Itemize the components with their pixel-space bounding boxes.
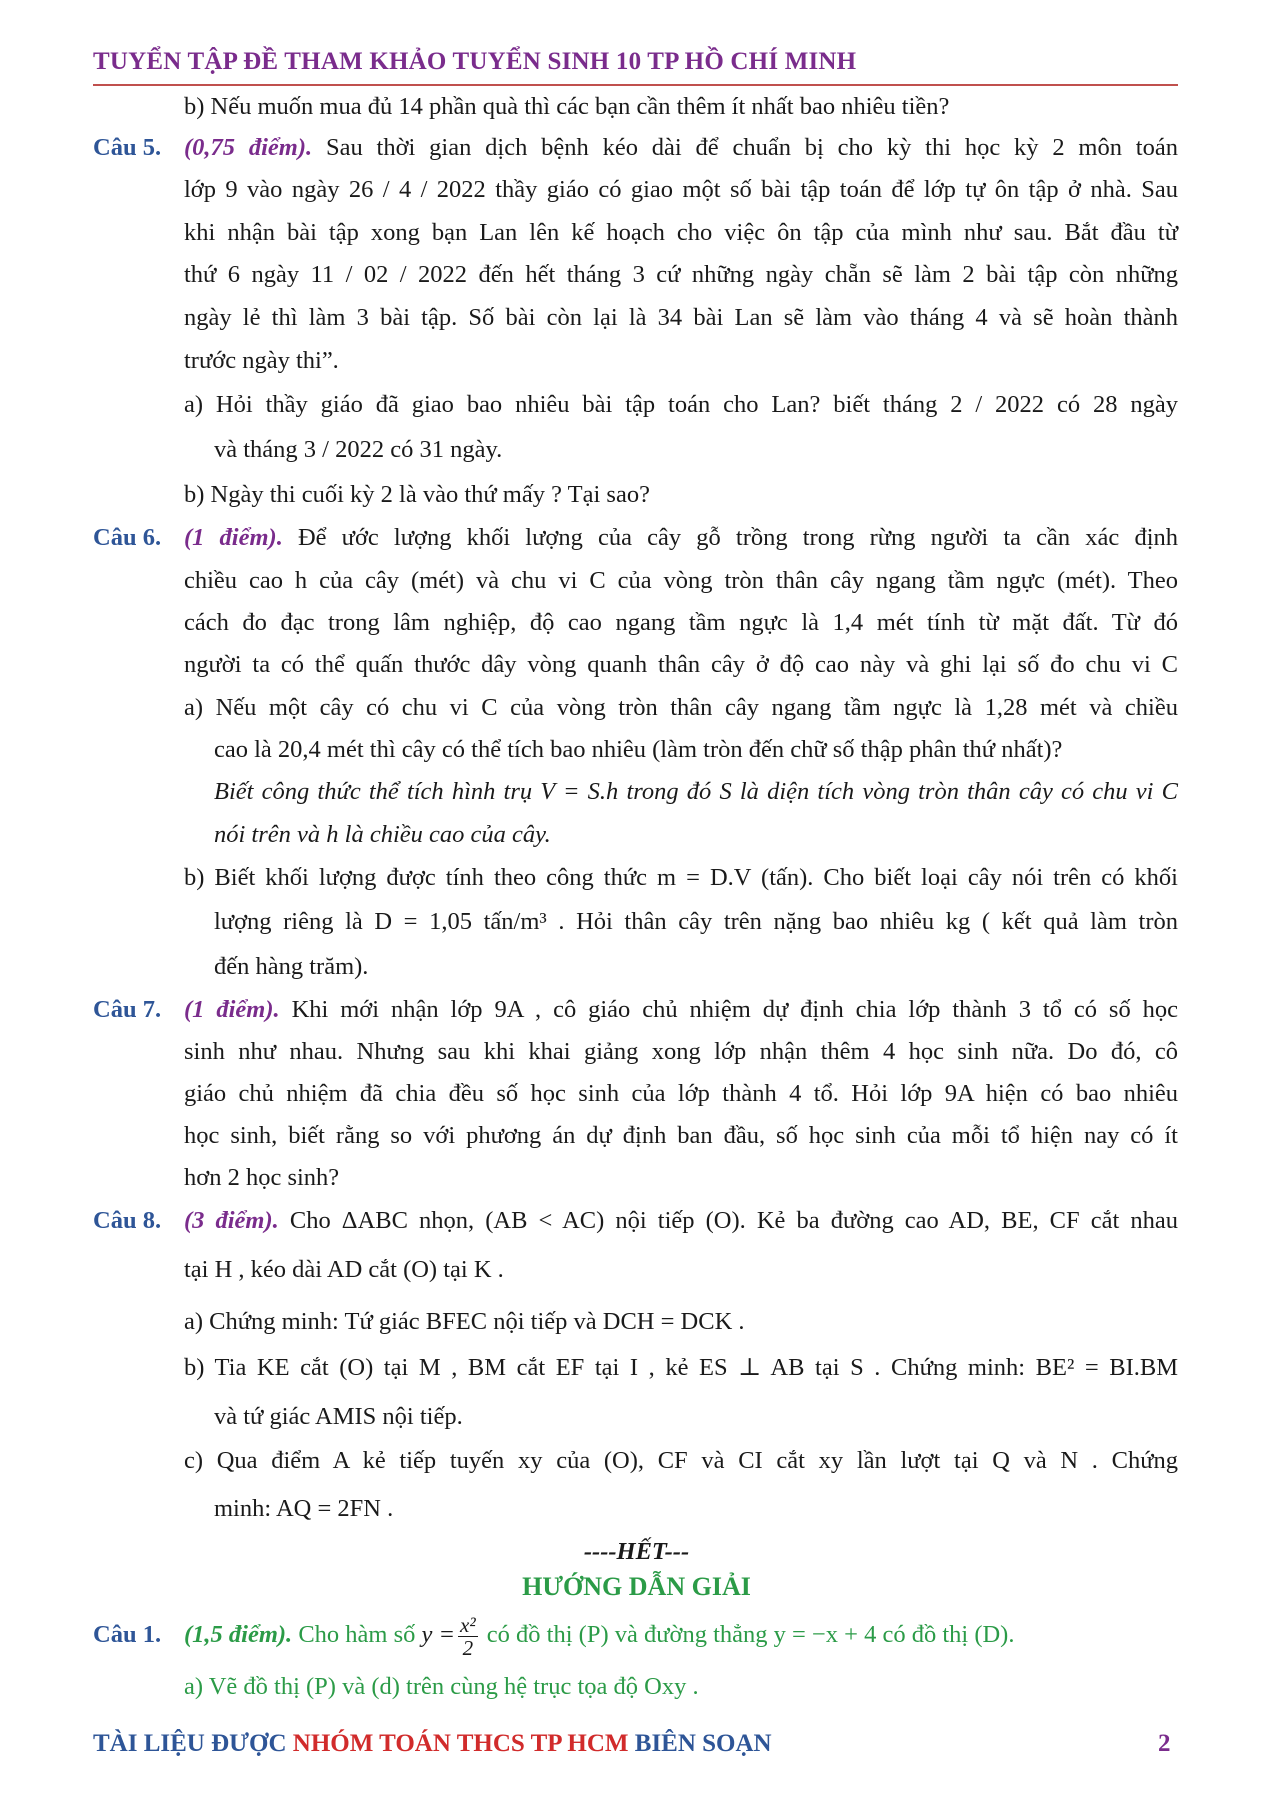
- q6-line-4: người ta có thể quấn thước dây vòng quanh thân cây ở độ cao này và ghi lại số đo chu vi C: [184, 651, 1178, 678]
- q4-part-b: b) Nếu muốn mua đủ 14 phần quà thì các bạn cần thêm ít nhất bao nhiêu tiền?: [184, 93, 950, 120]
- q6-line-2: chiều cao h của cây (mét) và chu vi C của vòng tròn thân cây ngang tầm ngực (mét). Theo: [184, 567, 1178, 594]
- q5-label: Câu 5.: [93, 134, 162, 161]
- q5-line-5: ngày lẻ thì làm 3 bài tập. Số bài còn lại là 34 bài Lan sẽ làm vào tháng 4 và sẽ hoàn thành: [184, 304, 1178, 331]
- solution-q1-text-after: có đồ thị (P) và đường thẳng y = −x + 4 có đồ thị (D).: [486, 1621, 1015, 1648]
- q6-text-1: Để ước lượng khối lượng của cây gỗ trồng trong rừng người ta cần xác định: [297, 524, 1178, 551]
- q7-line-4: học sinh, biết rằng so với phương án dự định ban đầu, số học sinh của mỗi tổ hiện nay có ít: [184, 1122, 1178, 1149]
- q7-line-1: [184, 995, 1178, 1025]
- q6-points: (1 điểm).: [184, 524, 283, 551]
- q8-line-1: [184, 1206, 1178, 1236]
- footer-group-name: NHÓM TOÁN THCS TP HCM: [292, 1730, 629, 1757]
- end-mark: ----HẾT---: [583, 1538, 690, 1565]
- q6-part-b-line-3: đến hàng trăm).: [214, 953, 369, 980]
- q8-text-1: Cho ΔABC nhọn, (AB < AC) nội tiếp (O). Kẻ ba đường cao AD, BE, CF cắt nhau: [289, 1207, 1178, 1234]
- q7-label: Câu 7.: [93, 996, 162, 1023]
- header-divider: [93, 84, 1178, 86]
- q6-part-a-line-1: a) Nếu một cây có chu vi C của vòng tròn thân cây ngang tầm ngực là 1,28 mét và chiều: [184, 694, 1178, 721]
- q6-label: Câu 6.: [93, 524, 162, 551]
- q8-points: (3 điểm).: [184, 1207, 279, 1234]
- solution-q1-points: (1,5 điểm).: [184, 1621, 293, 1648]
- q8-label: Câu 8.: [93, 1207, 162, 1234]
- q6-line-3: cách đo đạc trong lâm nghiệp, độ cao ngang tầm ngực là 1,4 mét tính từ mặt đất. Từ đó: [184, 609, 1178, 636]
- fraction-numerator: x²: [460, 1612, 476, 1637]
- page-number: 2: [1158, 1730, 1171, 1757]
- q8-part-c-line-1: c) Qua điểm A kẻ tiếp tuyến xy của (O), CF và CI cắt xy lần lượt tại Q và N . Chứng: [184, 1447, 1178, 1474]
- q5-part-a-line-1: a) Hỏi thầy giáo đã giao bao nhiêu bài tập toán cho Lan? biết tháng 2 / 2022 có 28 ngày: [184, 391, 1178, 418]
- q8-part-c-line-2: minh: AQ = 2FN .: [214, 1495, 394, 1522]
- q6-part-b-line-1: b) Biết khối lượng được tính theo công thức m = D.V (tấn). Cho biết loại cây nói trên có khối: [184, 864, 1178, 891]
- q8-line-2: tại H , kéo dài AD cắt (O) tại K .: [184, 1256, 504, 1283]
- footer-text-2: BIÊN SOẠN: [628, 1730, 772, 1757]
- page-header-title: TUYỂN TẬP ĐỀ THAM KHẢO TUYỂN SINH 10 TP HỒ CHÍ MINH: [93, 48, 857, 75]
- fraction-denominator: 2: [462, 1635, 474, 1660]
- q7-line-3: giáo chủ nhiệm đã chia đều số học sinh của lớp thành 4 tổ. Hỏi lớp 9A hiện có bao nhiêu: [184, 1080, 1178, 1107]
- solution-q1-text-before: Cho hàm số: [298, 1621, 416, 1648]
- q5-part-b: b) Ngày thi cuối kỳ 2 là vào thứ mấy ? Tại sao?: [184, 481, 650, 508]
- q6-part-a-hint-2: nói trên và h là chiều cao của cây.: [214, 821, 551, 848]
- q7-text-1: Khi mới nhận lớp 9A , cô giáo chủ nhiệm dự định chia lớp thành 3 tổ có số học: [291, 996, 1179, 1023]
- footer-text-1: TÀI LIỆU ĐƯỢC: [93, 1730, 293, 1757]
- solution-q1-label: Câu 1.: [93, 1621, 162, 1648]
- q6-line-1: [184, 523, 1178, 553]
- solution-q1-statement: [184, 1612, 1014, 1659]
- q5-line-4: thứ 6 ngày 11 / 02 / 2022 đến hết tháng 3 cứ những ngày chẵn sẽ làm 2 bài tập còn những: [184, 261, 1178, 288]
- q7-points: (1 điểm).: [184, 996, 280, 1023]
- q6-part-a-line-2: cao là 20,4 mét thì cây có thể tích bao nhiêu (làm tròn đến chữ số thập phân thứ nhất)?: [214, 736, 1063, 763]
- q5-points: (0,75 điểm).: [184, 134, 313, 161]
- q6-part-b-line-2: lượng riêng là D = 1,05 tấn/m³ . Hỏi thân cây trên nặng bao nhiêu kg ( kết quả làm tròn: [214, 908, 1178, 935]
- solution-heading: HƯỚNG DẪN GIẢI: [522, 1572, 751, 1601]
- q7-line-2: sinh như nhau. Nhưng sau khi khai giảng xong lớp nhận thêm 4 học sinh nữa. Do đó, cô: [184, 1038, 1178, 1065]
- q6-part-a-hint-1: Biết công thức thể tích hình trụ V = S.h trong đó S là diện tích vòng tròn thân cây có chu vi C: [214, 778, 1178, 805]
- solution-q1-fraction: [458, 1614, 478, 1659]
- solution-q1-y: y =: [421, 1621, 456, 1648]
- q7-line-5: hơn 2 học sinh?: [184, 1164, 340, 1191]
- q8-part-b-line-1: b) Tia KE cắt (O) tại M , BM cắt EF tại I , kẻ ES ⊥ AB tại S . Chứng minh: BE² = BI.BM: [184, 1354, 1178, 1381]
- solution-q1-part-a: a) Vẽ đồ thị (P) và (d) trên cùng hệ trục tọa độ Oxy .: [184, 1673, 699, 1700]
- q8-part-b-line-2: và tứ giác AMIS nội tiếp.: [214, 1403, 463, 1430]
- q5-line-6: trước ngày thi”.: [184, 347, 339, 374]
- q5-line-2: lớp 9 vào ngày 26 / 4 / 2022 thầy giáo có giao một số bài tập toán để lớp tự ôn tập ở nhà. Sau: [184, 176, 1178, 203]
- page-footer: [93, 1730, 772, 1758]
- q5-line-3: khi nhận bài tập xong bạn Lan lên kế hoạch cho việc ôn tập của mình như sau. Bắt đầu từ: [184, 219, 1178, 246]
- q5-part-a-line-2: và tháng 3 / 2022 có 31 ngày.: [214, 436, 503, 463]
- q5-line-1: [184, 133, 1178, 163]
- q5-text-1: Sau thời gian dịch bệnh kéo dài để chuẩn bị cho kỳ thi học kỳ 2 môn toán: [325, 134, 1178, 161]
- q8-part-a: a) Chứng minh: Tứ giác BFEC nội tiếp và DCH = DCK .: [184, 1308, 745, 1335]
